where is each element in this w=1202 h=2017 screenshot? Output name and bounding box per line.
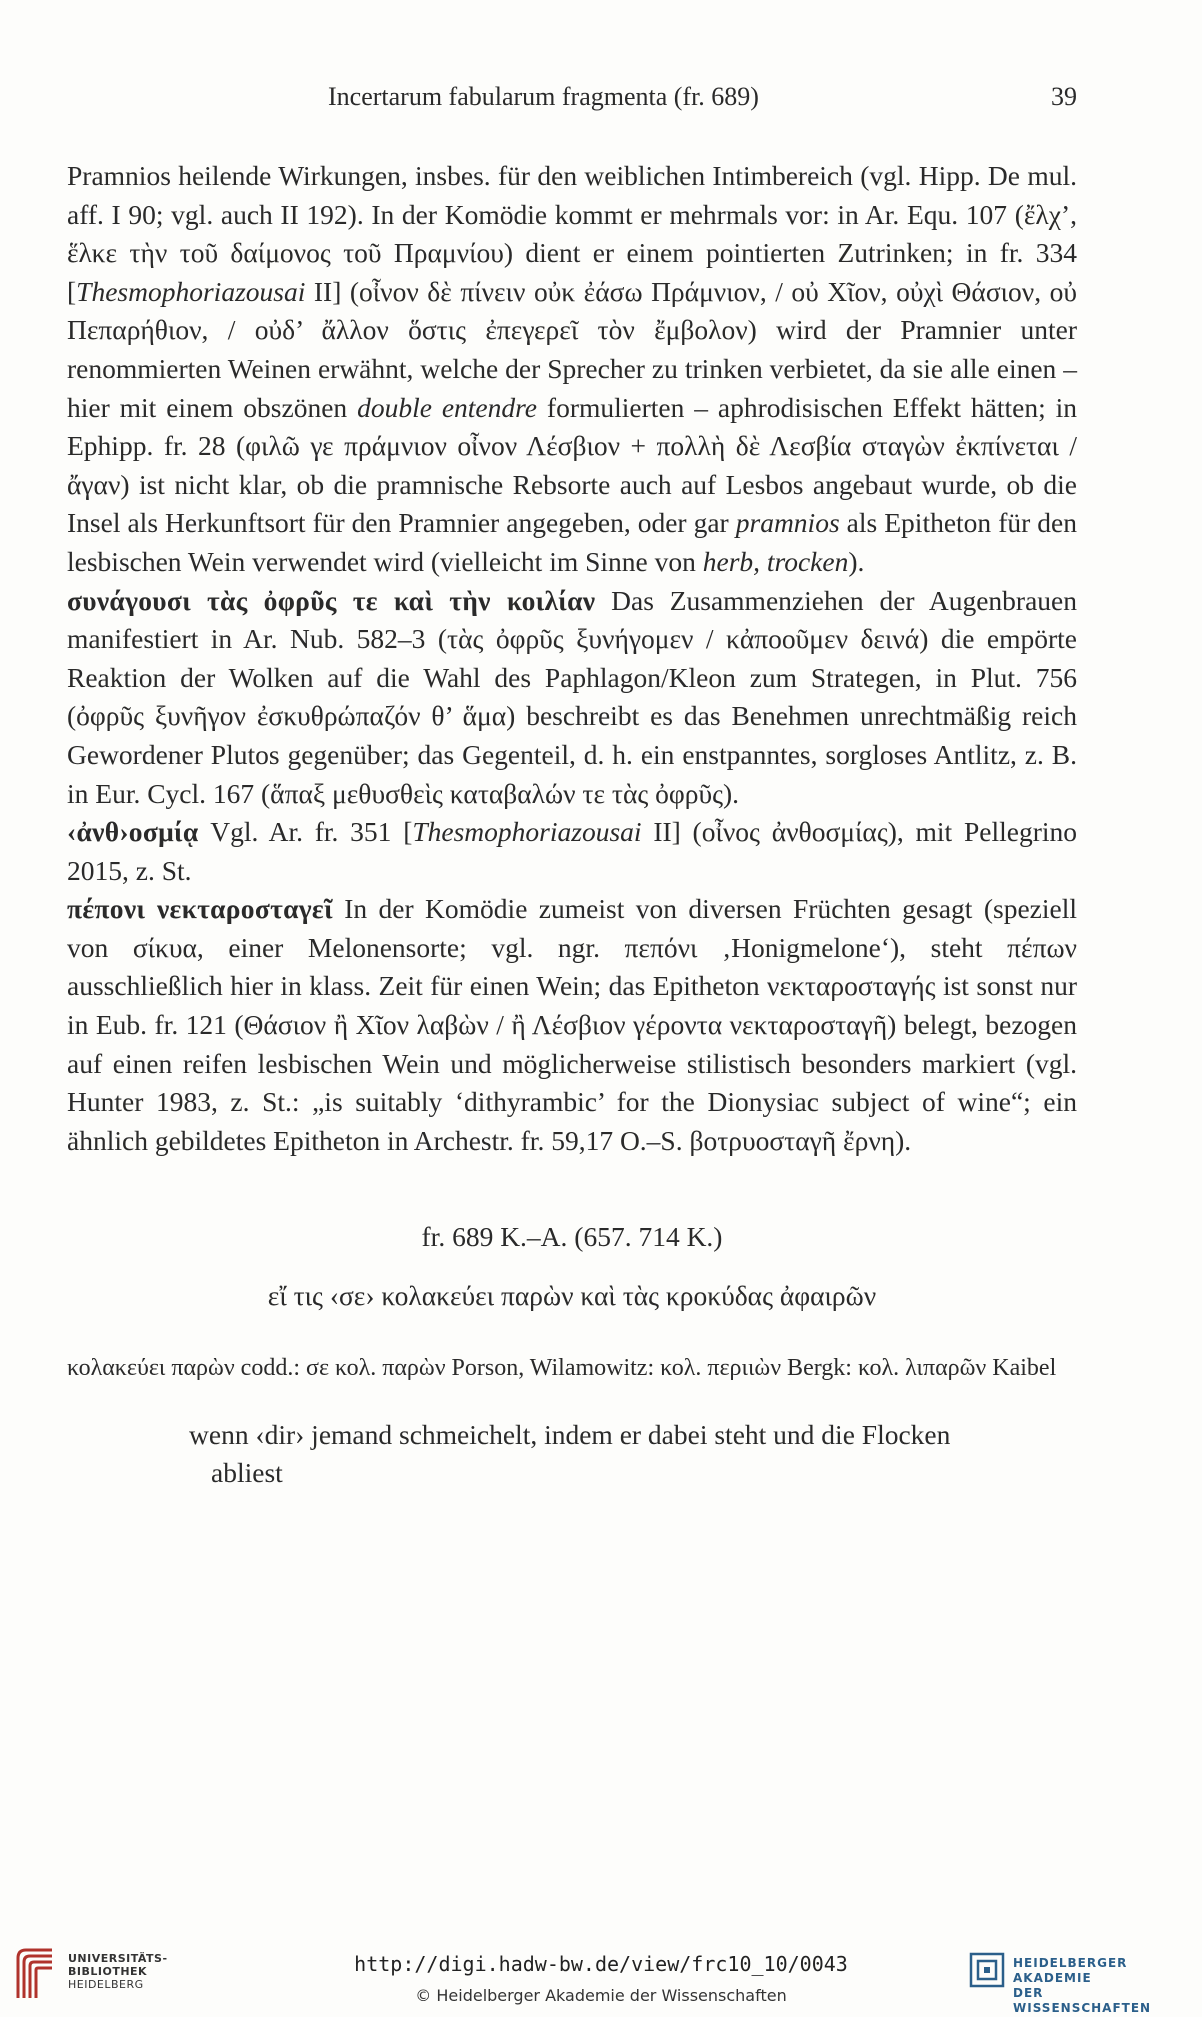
text-run: formulierten – aphrodisischen Effekt hätten; in Ephipp. fr. 28 (φιλῶ γε πράμνιον οἶνον Λέσβιον + πολλὴ δὲ Λεσβία σταγὼν ἐκπίνεται / ἄγαν) ist nicht klar, ob die pramnische Rebsorte auch auf Lesbos angebaut wurde, ob die Insel als Herkunftsort für den Pramnier angegeben, oder gar: [67, 391, 1077, 539]
italic-phrase: double entendre: [357, 391, 538, 423]
lemma: ‹ἀνθ›οσμίᾳ: [67, 816, 199, 848]
library-name-line: BIBLIOTHEK: [68, 1965, 148, 1978]
library-name-line: UNIVERSITÄTS-: [68, 1952, 168, 1965]
fragment-heading: fr. 689 K.–A. (657. 714 K.): [421, 1221, 723, 1253]
text-run: als Epitheton für den lesbischen Wein verwendet wird (vielleicht im Sinne von: [67, 507, 1077, 577]
translation: [67, 1416, 1077, 1493]
academy-name-line: HEIDELBERGER AKADEMIE: [1013, 1956, 1128, 1985]
page-number: 39: [1051, 82, 1077, 111]
commentary-body: [67, 157, 1077, 1493]
academy-name: [1013, 1956, 1184, 2016]
running-title: Incertarum fabularum fragmenta (fr. 689): [328, 82, 759, 111]
academy-emblem-icon: [969, 1952, 1005, 1988]
library-name-line: HEIDELBERG: [68, 1978, 144, 1991]
paragraph-anthosmia: [67, 813, 1077, 890]
permalink[interactable]: http://digi.hadw-bw.de/view/frc10_10/0043: [354, 1952, 848, 1976]
academy-logo[interactable]: [969, 1950, 1184, 2015]
text-run: Pramnios heilende Wirkungen, insbes. für den weiblichen Intimbereich (vgl. Hipp. De mul. aff. I 90; vgl. auch II 192). In der Komödie kommt er mehrmals vor: in Ar. Equ. 107 (ἔλχ’, ἕλκε τὴν τοῦ δαίμονος τοῦ Πραμνίου) dient er einem pointierten Zutrinken; in fr. 334 [: [67, 160, 1077, 307]
fragment-text: εἴ τις ‹σε› κολακεύει παρὼν καὶ τὰς κροκύδας ἀφαιρῶν: [267, 1280, 877, 1312]
paragraph-pramnios: [67, 157, 1077, 582]
text-run: Vgl. Ar. fr. 351 [: [198, 816, 413, 848]
text-run: II] (οἶνον δὲ πίνειν οὐκ ἐάσω Πράμνιον, / οὐ Χῖον, οὐχὶ Θάσιον, οὐ Πεπαρήθιον, / οὐδ’ ἄλλον ὅστις ἐπεγερεῖ τὸν ἔμβολον) wird der Pramnier unter renommierten Weinen erwähnt, welche der Sprecher zu trinken verbietet, da sie alle einen – hier mit einem obszönen: [67, 275, 1077, 423]
text-run: In der Komödie zumeist von diversen Früchten gesagt (speziell von σίκυα, einer Melonensorte; vgl. ngr. πεπόνι ‚Honigmelone‘), steht πέπων ausschließlich hier in klass. Zeit für einen Wein; das Epitheton νεκταροσταγής ist sonst nur in Eub. fr. 121 (Θάσιον ἢ Χῖον λαβὼν / ἢ Λέσβιον γέροντα νεκταροσταγῆ) belegt, bezogen auf einen reifen lesbischen Wein und möglicherweise stilistisch besonders markiert (vgl. Hunter 1983, z. St.: „is suitably ‘dithyrambic’ for the Dionysiac subject of wine“; ein ähnlich gebildetes Epitheton in Archestr. fr. 59,17 O.–S. βοτρυοσταγῆ ἔρνη).: [67, 893, 1077, 1156]
paragraph-synagousi: [67, 582, 1077, 814]
italic-title: Thesmophoriazousai: [76, 275, 306, 307]
academy-name-line: DER WISSENSCHAFTEN: [1013, 1986, 1152, 2015]
spacer: [67, 1160, 1077, 1204]
running-header: [0, 82, 1202, 122]
lemma: συνάγουσι τὰς ὀφρῦς τε καὶ τὴν κοιλίαν: [67, 584, 596, 616]
italic-title: Thesmophoriazousai: [412, 816, 642, 848]
text-run: II] (οἶνος ἀνθοσμίας), mit Pellegrino 2015, z. St.: [67, 816, 1077, 886]
footer: [0, 1940, 1202, 2017]
critical-apparatus: κολακεύει παρὼν codd.: σε κολ. παρὼν Porson, Wilamowitz: κολ. περιιὼν Bergk: κολ. λιπαρῶν Kaibel: [67, 1354, 1057, 1381]
copyright: © Heidelberger Akademie der Wissenschaften: [415, 1986, 787, 2005]
text-run: Das Zusammenziehen der Augenbrauen manifestiert in Ar. Nub. 582–3 (τὰς ὀφρῦς ξυνήγομεν / κἀποοῦμεν δεινά) die empörte Reaktion der Wolken auf die Wahl des Paphlagon/Kleon zum Strategen, in Plut. 756 (ὀφρῦς ξυνῆγον ἐσκυθρώπαζόν θ’ ἅμα) beschreibt es das Benehmen unrechtmäßig reich Gewordener Plutos gegenüber; das Gegenteil, d. h. ein enstpanntes, sorgloses Antlitz, z. B. in Eur. Cycl. 167 (ἅπαξ μεθυσθεὶς καταβαλών τε τὰς ὀφρῦς).: [67, 584, 1077, 809]
text-run: ).: [848, 545, 865, 577]
paragraph-peponi: [67, 890, 1077, 1160]
italic-word: pramnios: [735, 507, 840, 539]
translation-line: wenn ‹dir› jemand schmeichelt, indem er dabei steht und die Flocken: [189, 1418, 951, 1450]
lemma: πέπονι νεκταροσταγεῖ: [67, 893, 333, 925]
italic-phrase: herb, trocken: [702, 545, 849, 577]
translation-line: abliest: [211, 1457, 283, 1489]
